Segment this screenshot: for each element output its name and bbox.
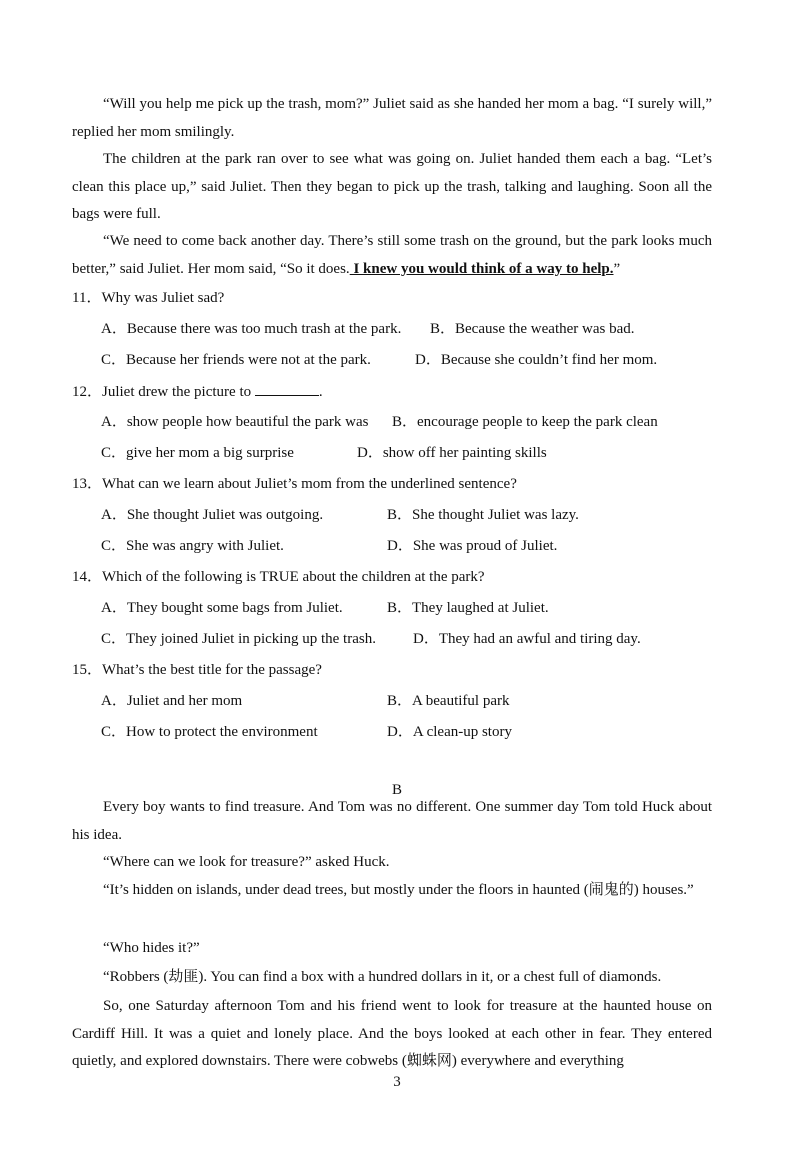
question-12-option-b: B．encourage people to keep the park clean <box>392 414 658 430</box>
passage-b-paragraph-4: “Who hides it?” <box>103 940 200 956</box>
question-11-option-d: D．Because she couldn’t find her mom. <box>415 352 658 368</box>
question-11-stem: 11．Why was Juliet sad? <box>72 290 225 306</box>
answer-blank <box>255 381 319 396</box>
question-14-option-d: D．They had an awful and tiring day. <box>413 631 641 647</box>
question-14-stem: 14．Which of the following is TRUE about the children at the park? <box>72 569 485 585</box>
question-15-option-c: C．How to protect the environment <box>101 724 318 740</box>
page-number: 3 <box>393 1074 401 1090</box>
question-12-option-d: D．show off her painting skills <box>357 445 547 461</box>
passage-a-paragraph-1: “Will you help me pick up the trash, mom?” Juliet said as she handed her mom a bag. “I surely will,” replied her mom smilingly. <box>72 96 712 140</box>
question-11-option-c: C．Because her friends were not at the park. <box>101 352 371 368</box>
passage-b-heading: B <box>391 782 402 798</box>
paragraph-3-tail: ” <box>613 260 621 277</box>
question-14-option-a: A．They bought some bags from Juliet. <box>101 600 343 616</box>
question-12-option-c: C．give her mom a big surprise <box>101 445 294 461</box>
passage-b-paragraph-3: “It’s hidden on islands, under dead trees, but mostly under the floors in haunted (闹鬼的) houses.” <box>103 882 694 898</box>
passage-b-paragraph-1: Every boy wants to find treasure. And Tom was no different. One summer day Tom told Huck about his idea. <box>72 799 712 843</box>
question-13-option-d: D．She was proud of Juliet. <box>387 538 558 554</box>
question-12-stem <box>72 381 323 402</box>
underlined-sentence: I knew you would think of a way to help. <box>349 260 614 277</box>
passage-b-paragraph-6: So, one Saturday afternoon Tom and his friend went to look for treasure at the haunted house on Cardiff Hill. It was a quiet and lonely place. And the boys looked at each other in fear. They entered quietly, and explored downstairs. There were cobwebs (蜘蛛网) everywhere and everything <box>72 998 712 1069</box>
question-12-option-a: A．show people how beautiful the park was <box>101 414 369 430</box>
question-14-option-c: C．They joined Juliet in picking up the trash. <box>101 631 376 647</box>
question-13-option-c: C．She was angry with Juliet. <box>101 538 284 554</box>
question-11-option-a: A．Because there was too much trash at the park. <box>101 321 402 337</box>
question-11-option-b: B．Because the weather was bad. <box>430 321 635 337</box>
question-12-stem-before: 12．Juliet drew the picture to <box>72 384 255 400</box>
question-15-option-b: B．A beautiful park <box>387 693 510 709</box>
passage-b-paragraph-5: “Robbers (劫匪). You can find a box with a hundred dollars in it, or a chest full of diamonds. <box>103 969 662 985</box>
question-15-stem: 15．What’s the best title for the passage? <box>72 662 322 678</box>
question-13-option-a: A．She thought Juliet was outgoing. <box>101 507 324 523</box>
paragraph-3-lead: “We need to come back another day. There’s still some trash on the ground, but the park looks much better,” said Juliet. Her mom said, “So it does. <box>72 233 712 277</box>
passage-a-paragraph-3 <box>72 228 712 283</box>
question-15-option-a: A．Juliet and her mom <box>101 693 243 709</box>
question-14-option-b: B．They laughed at Juliet. <box>387 600 549 616</box>
question-15-option-d: D．A clean-up story <box>387 724 512 740</box>
question-13-stem: 13．What can we learn about Juliet’s mom from the underlined sentence? <box>72 476 517 492</box>
question-13-option-b: B．She thought Juliet was lazy. <box>387 507 579 523</box>
question-12-stem-after: . <box>318 384 323 400</box>
passage-b-paragraph-2: “Where can we look for treasure?” asked Huck. <box>103 854 390 870</box>
passage-a-paragraph-2: The children at the park ran over to see what was going on. Juliet handed them each a bag. “Let’s clean this place up,” said Juliet. Then they began to pick up the trash, talking and laughing. Soon all the bags were full. <box>72 151 712 222</box>
